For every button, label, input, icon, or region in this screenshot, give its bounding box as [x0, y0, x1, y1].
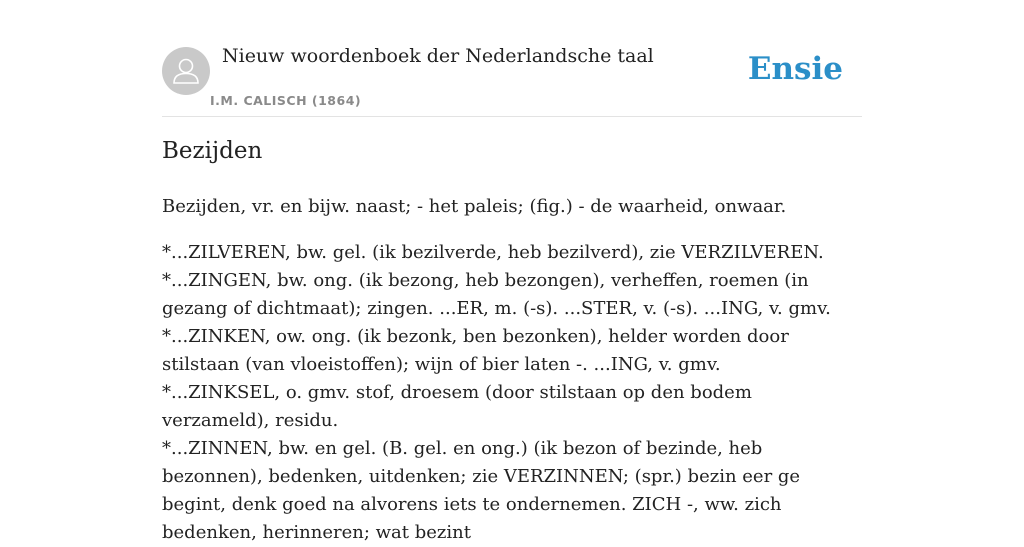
subentry: *...ZINKSEL, o. gmv. stof, droesem (door stilstaan op den bodem verzameld), residu.: [162, 382, 752, 431]
ensie-logo[interactable]: Ensie: [747, 51, 843, 87]
subentry: *...ZINNEN, bw. en gel. (B. gel. en ong.) (ik bezon of bezinde, heb bezonnen), bedenken, uitdenken; zie VERZINNEN; (spr.) bezin eer ge begint, denk goed na alvorens iets te ondernemen. ZICH -, ww. zich bedenken, herinneren; wat bezint: [162, 438, 801, 543]
book-header: [162, 0, 862, 117]
entry-title: Bezijden: [162, 138, 263, 164]
subentry: *...ZINGEN, bw. ong. (ik bezong, heb bezongen), verheffen, roemen (in gezang of dichtmaat); zingen. ...ER, m. (-s). ...STER, v. (-s). ...ING, v. gmv.: [162, 270, 831, 319]
subentry: *...ZINKEN, ow. ong. (ik bezonk, ben bezonken), helder worden door stilstaan (van vloeistoffen); wijn of bier laten -. ...ING, v. gmv.: [162, 326, 789, 375]
book-title-link[interactable]: Nieuw woordenboek der Nederlandsche taal: [222, 45, 654, 67]
book-author[interactable]: I.M. CALISCH (1864): [210, 93, 362, 108]
subentry-list: [162, 239, 862, 547]
page-container: [162, 0, 862, 543]
entry-definition: Bezijden, vr. en bijw. naast; - het paleis; (fig.) - de waarheid, onwaar.: [162, 196, 787, 217]
subentry: *...ZILVEREN, bw. gel. (ik bezilverde, heb bezilverd), zie VERZILVEREN.: [162, 242, 824, 263]
avatar-silhouette-icon: [162, 47, 210, 95]
user-avatar-icon[interactable]: [162, 47, 210, 95]
